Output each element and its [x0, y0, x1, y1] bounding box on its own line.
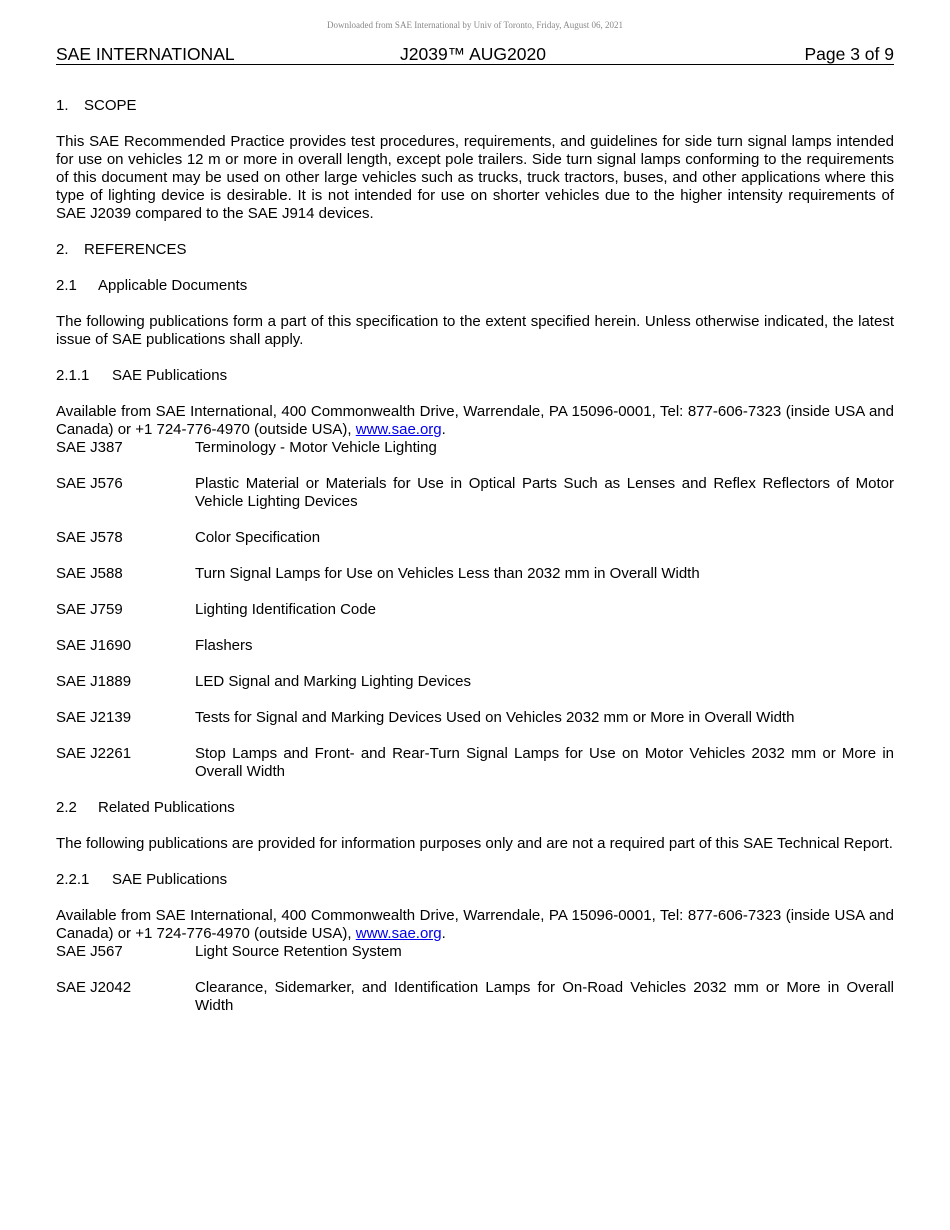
reference-code: SAE J2139 [56, 709, 132, 726]
section-heading-references [56, 241, 894, 259]
reference-code: SAE J387 [56, 439, 123, 456]
section-number: 2.1 [56, 277, 77, 294]
reference-title: Flashers [195, 637, 253, 654]
applicable-documents-paragraph: The following publications form a part of this specification to the extent specified herein. Unless otherwise indicated, the latest issue of SAE publications shall apply. [56, 313, 894, 348]
reference-row [56, 565, 894, 583]
section-heading-sae-publications [56, 367, 894, 385]
section-number: 2.1.1 [56, 367, 90, 384]
section-number: 2.2.1 [56, 871, 90, 888]
availability-paragraph [56, 403, 894, 439]
related-publications-paragraph: The following publications are provided for information purposes only and are not a required part of this SAE Technical Report. [56, 835, 893, 852]
header-page-number: Page 3 of 9 [804, 44, 894, 64]
reference-title: LED Signal and Marking Lighting Devices [195, 673, 471, 690]
sae-website-link-related[interactable]: www.sae.org [355, 925, 442, 942]
reference-title: Color Specification [195, 529, 321, 546]
reference-row [56, 673, 894, 691]
reference-code: SAE J759 [56, 601, 123, 618]
section-heading-related-publications [56, 799, 894, 817]
reference-row [56, 943, 894, 961]
reference-row [56, 979, 894, 1015]
section-title: Applicable Documents [98, 277, 248, 294]
section-heading-scope [56, 97, 894, 115]
reference-title: Terminology - Motor Vehicle Lighting [195, 439, 437, 456]
section-title: Related Publications [98, 799, 235, 816]
reference-row [56, 475, 894, 511]
applicable-reference-list [56, 439, 894, 781]
section-number: 2. [56, 241, 69, 258]
reference-row [56, 709, 894, 727]
header-org: SAE INTERNATIONAL [56, 44, 235, 64]
reference-code: SAE J1889 [56, 673, 132, 690]
reference-code: SAE J1690 [56, 637, 132, 654]
section-heading-sae-publications-related [56, 871, 894, 889]
reference-title: Lighting Identification Code [195, 601, 376, 618]
section-title: REFERENCES [84, 241, 187, 258]
section-title: SAE Publications [112, 367, 228, 384]
section-number: 2.2 [56, 799, 77, 816]
download-note: Downloaded from SAE International by Univ of Toronto, Friday, August 06, 2021 [326, 20, 624, 30]
reference-code: SAE J578 [56, 529, 123, 546]
reference-title: Stop Lamps and Front- and Rear-Turn Signal Lamps for Use on Motor Vehicles 2032 mm or More in Overall Width [195, 745, 894, 780]
document-body [56, 97, 894, 1015]
reference-row [56, 601, 894, 619]
related-reference-list [56, 943, 894, 1015]
reference-title: Plastic Material or Materials for Use in Optical Parts Such as Lenses and Reflex Reflectors of Motor Vehicle Lighting Devices [195, 475, 894, 510]
availability-text: Available from SAE International, 400 Commonwealth Drive, Warrendale, PA 15096-0001, Tel: 877-606-7323 (inside USA and Canada) or +1 724-776-4970 (outside USA), [56, 403, 894, 438]
reference-row [56, 529, 894, 547]
reference-title: Light Source Retention System [195, 943, 402, 960]
reference-code: SAE J576 [56, 475, 123, 492]
reference-code: SAE J567 [56, 943, 123, 960]
availability-end: . [441, 421, 446, 438]
reference-title: Tests for Signal and Marking Devices Used on Vehicles 2032 mm or More in Overall Width [195, 709, 795, 726]
availability-text: Available from SAE International, 400 Commonwealth Drive, Warrendale, PA 15096-0001, Tel: 877-606-7323 (inside USA and Canada) or +1 724-776-4970 (outside USA), [56, 907, 894, 942]
reference-code: SAE J2042 [56, 979, 132, 996]
page-header [56, 44, 894, 65]
reference-title: Turn Signal Lamps for Use on Vehicles Less than 2032 mm in Overall Width [195, 565, 700, 582]
reference-row [56, 439, 894, 457]
reference-title: Clearance, Sidemarker, and Identification Lamps for On-Road Vehicles 2032 mm or More in Overall Width [195, 979, 894, 1014]
scope-paragraph: This SAE Recommended Practice provides test procedures, requirements, and guidelines for side turn signal lamps intended for use on vehicles 12 m or more in overall length, except pole trailers. Side turn signal lamps conforming to the requirements of this document may be used on other large vehicles such as trucks, truck tractors, buses, and other applications where this type of lighting device is desirable. It is not intended for use on shorter vehicles due to the higher intensity requirements of SAE J2039 compared to the SAE J914 devices. [56, 133, 894, 222]
section-number: 1. [56, 97, 69, 114]
section-title: SAE Publications [112, 871, 228, 888]
section-title: SCOPE [84, 97, 137, 114]
reference-code: SAE J2261 [56, 745, 132, 762]
header-doc-id: J2039™ AUG2020 [400, 44, 546, 64]
availability-paragraph-related [56, 907, 894, 943]
section-heading-applicable-documents [56, 277, 894, 295]
reference-row [56, 745, 894, 781]
availability-end: . [441, 925, 446, 942]
reference-row [56, 637, 894, 655]
sae-website-link[interactable]: www.sae.org [355, 421, 442, 438]
reference-code: SAE J588 [56, 565, 123, 582]
